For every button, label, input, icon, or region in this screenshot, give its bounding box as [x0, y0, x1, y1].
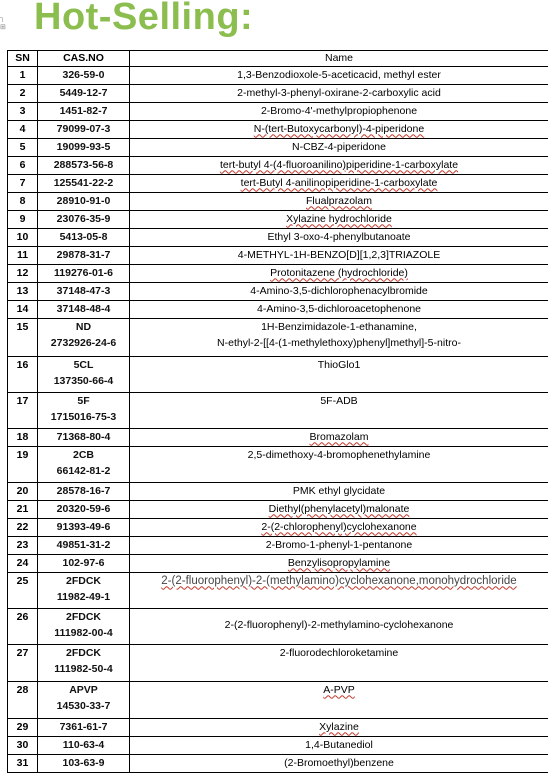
name-line: N-ethyl-2-[[4-(1-methylethoxy)phenyl]methyl]-5-nitro-: [132, 335, 546, 352]
cas-line: 37148-47-3: [40, 283, 127, 300]
table-row: [8, 428, 548, 446]
row-cas-no: [38, 736, 130, 754]
cas-line: APVP: [40, 682, 127, 699]
cas-line: 49851-31-2: [40, 537, 127, 554]
name-line: 4-Amino-3,5-dichlorophenacylbromide: [132, 283, 546, 300]
row-name: [130, 282, 548, 300]
table-row: [8, 518, 548, 536]
row-name: [130, 482, 548, 500]
row-name: [130, 446, 548, 482]
table-row: [8, 500, 548, 518]
row-sn: 18: [8, 428, 38, 446]
table-row: [8, 192, 548, 210]
row-name: [130, 192, 548, 210]
header-cas-no: CAS.NO: [38, 51, 130, 67]
cas-line: 102-97-6: [40, 555, 127, 572]
table-row: [8, 536, 548, 554]
table-row: [8, 156, 548, 174]
row-name: [130, 84, 548, 102]
row-cas-no: [38, 718, 130, 736]
row-sn: 21: [8, 500, 38, 518]
cas-line: 11982-49-1: [40, 589, 127, 606]
margin-mark-icon: ┐: [0, 14, 8, 23]
cas-line: 125541-22-2: [40, 175, 127, 192]
table-row: [8, 67, 548, 85]
header-sn: SN: [8, 51, 38, 67]
row-cas-no: [38, 120, 130, 138]
table-row: [8, 572, 548, 608]
row-cas-no: [38, 192, 130, 210]
name-line: 1H-Benzimidazole-1-ethanamine,: [132, 319, 546, 336]
cas-line: 2FDCK: [40, 645, 127, 662]
row-name: [130, 572, 548, 608]
row-name: [130, 246, 548, 264]
row-sn: 6: [8, 156, 38, 174]
row-cas-no: [38, 754, 130, 772]
row-cas-no: [38, 156, 130, 174]
cas-line: ND: [40, 319, 127, 336]
name-line: Flualprazolam: [132, 193, 546, 210]
cas-line: 2FDCK: [40, 609, 127, 626]
row-cas-no: [38, 228, 130, 246]
table-row: [8, 718, 548, 736]
cas-line: 5449-12-7: [40, 85, 127, 102]
row-cas-no: [38, 554, 130, 572]
table-row: [8, 736, 548, 754]
row-sn: 23: [8, 536, 38, 554]
row-cas-no: [38, 428, 130, 446]
row-name: [130, 138, 548, 156]
table-row: [8, 228, 548, 246]
row-sn: 20: [8, 482, 38, 500]
row-cas-no: [38, 608, 130, 644]
row-name: [130, 356, 548, 392]
cas-line: 66142-81-2: [40, 463, 127, 480]
row-cas-no: [38, 536, 130, 554]
cas-line: 111982-00-4: [40, 625, 127, 642]
name-line: 2-(2-fluorophenyl)-2-(methylamino)cyclohexanone,monohydrochloride: [132, 573, 546, 590]
cas-line: 103-63-9: [40, 755, 127, 772]
row-sn: 26: [8, 608, 38, 644]
row-sn: 27: [8, 644, 38, 681]
table-row: [8, 210, 548, 228]
row-sn: 30: [8, 736, 38, 754]
cas-line: 119276-01-6: [40, 265, 127, 282]
row-cas-no: [38, 84, 130, 102]
row-sn: 25: [8, 572, 38, 608]
table-row: [8, 318, 548, 356]
row-sn: 14: [8, 300, 38, 318]
margin-mark-icon: ⊞: [0, 23, 8, 32]
name-line: tert-butyl 4-(4-fluoroanilino)piperidine-1-carboxylate: [132, 157, 546, 174]
row-sn: 5: [8, 138, 38, 156]
table-body: [8, 67, 548, 773]
row-cas-no: [38, 300, 130, 318]
name-line: 2-Bromo-4'-methylpropiophenone: [132, 103, 546, 120]
row-cas-no: [38, 500, 130, 518]
cas-line: 288573-56-8: [40, 157, 127, 174]
name-line: Protonitazene (hydrochloride): [132, 265, 546, 282]
table-row: [8, 356, 548, 392]
name-line: N-(tert-Butoxycarbonyl)-4-piperidone: [132, 121, 546, 138]
row-sn: 29: [8, 718, 38, 736]
table-row: [8, 644, 548, 681]
name-line: 2-fluorodechloroketamine: [132, 645, 546, 662]
cas-line: 2732926-24-6: [40, 335, 127, 352]
cas-line: 7361-61-7: [40, 719, 127, 736]
cas-line: 5CL: [40, 357, 127, 374]
row-name: [130, 428, 548, 446]
table-row: [8, 138, 548, 156]
row-sn: 19: [8, 446, 38, 482]
row-sn: 4: [8, 120, 38, 138]
name-line: (2-Bromoethyl)benzene: [132, 755, 546, 772]
row-sn: 24: [8, 554, 38, 572]
row-cas-no: [38, 67, 130, 85]
row-sn: 3: [8, 102, 38, 120]
name-line: Xylazine hydrochloride: [132, 211, 546, 228]
row-name: [130, 102, 548, 120]
cas-line: 28910-91-0: [40, 193, 127, 210]
cas-line: 20320-59-6: [40, 501, 127, 518]
cas-line: 110-63-4: [40, 737, 127, 754]
name-line: A-PVP: [132, 682, 546, 699]
row-name: [130, 736, 548, 754]
name-line: Benzylisopropylamine: [132, 555, 546, 572]
row-cas-no: [38, 392, 130, 428]
cas-line: 1451-82-7: [40, 103, 127, 120]
cas-line: 19099-93-5: [40, 139, 127, 156]
cas-line: 111982-50-4: [40, 661, 127, 678]
row-cas-no: [38, 644, 130, 681]
cas-line: 29878-31-7: [40, 247, 127, 264]
cas-line: 137350-66-4: [40, 373, 127, 390]
name-line: 2-Bromo-1-phenyl-1-pentanone: [132, 537, 546, 554]
name-line: 2,5-dimethoxy-4-bromophenethylamine: [132, 447, 546, 464]
table-row: [8, 300, 548, 318]
table-row: [8, 608, 548, 644]
row-cas-no: [38, 174, 130, 192]
cas-line: 23076-35-9: [40, 211, 127, 228]
table-row: [8, 446, 548, 482]
cas-line: 37148-48-4: [40, 301, 127, 318]
row-name: [130, 120, 548, 138]
name-line: 2-(2-chlorophenyl)cyclohexanone: [132, 519, 546, 536]
row-sn: 16: [8, 356, 38, 392]
row-name: [130, 67, 548, 85]
name-line: tert-Butyl 4-anilinopiperidine-1-carboxylate: [132, 175, 546, 192]
row-sn: 22: [8, 518, 38, 536]
row-sn: 11: [8, 246, 38, 264]
row-cas-no: [38, 482, 130, 500]
hot-selling-table: [7, 50, 548, 773]
row-cas-no: [38, 518, 130, 536]
row-sn: 9: [8, 210, 38, 228]
cas-line: 5413-05-8: [40, 229, 127, 246]
row-name: [130, 718, 548, 736]
name-line: Bromazolam: [132, 429, 546, 446]
name-line: 4-METHYL-1H-BENZO[D][1,2,3]TRIAZOLE: [132, 247, 546, 264]
table-row: [8, 102, 548, 120]
row-name: [130, 228, 548, 246]
row-cas-no: [38, 446, 130, 482]
name-line: 2-methyl-3-phenyl-oxirane-2-carboxylic acid: [132, 85, 546, 102]
row-cas-no: [38, 681, 130, 718]
cas-line: 14530-33-7: [40, 698, 127, 715]
row-cas-no: [38, 264, 130, 282]
row-sn: 7: [8, 174, 38, 192]
row-sn: 15: [8, 318, 38, 356]
name-line: 1,3-Benzodioxole-5-aceticacid, methyl ester: [132, 67, 546, 84]
row-sn: 1: [8, 67, 38, 85]
cas-line: 5F: [40, 393, 127, 410]
row-cas-no: [38, 246, 130, 264]
table-row: [8, 754, 548, 772]
row-sn: 8: [8, 192, 38, 210]
row-cas-no: [38, 210, 130, 228]
row-name: [130, 210, 548, 228]
name-line: ThioGlo1: [132, 357, 546, 374]
row-name: [130, 500, 548, 518]
table-row: [8, 282, 548, 300]
row-cas-no: [38, 102, 130, 120]
row-name: [130, 754, 548, 772]
row-name: [130, 156, 548, 174]
row-name: [130, 392, 548, 428]
cas-line: 91393-49-6: [40, 519, 127, 536]
row-name: [130, 681, 548, 718]
row-sn: 2: [8, 84, 38, 102]
name-line: 4-Amino-3,5-dichloroacetophenone: [132, 301, 546, 318]
row-cas-no: [38, 318, 130, 356]
row-cas-no: [38, 138, 130, 156]
page-title: Hot-Selling:: [34, 0, 253, 39]
cas-line: 2CB: [40, 447, 127, 464]
name-line: 2-(2-fluorophenyl)-2-methylamino-cyclohexanone: [132, 609, 546, 634]
table-row: [8, 246, 548, 264]
row-name: [130, 300, 548, 318]
name-line: 1,4-Butanediol: [132, 737, 546, 754]
name-line: Diethyl(phenylacetyl)malonate: [132, 501, 546, 518]
table-row: [8, 120, 548, 138]
table-row: [8, 681, 548, 718]
row-sn: 13: [8, 282, 38, 300]
name-line: Ethyl 3-oxo-4-phenylbutanoate: [132, 229, 546, 246]
name-line: Xylazine: [132, 719, 546, 736]
row-cas-no: [38, 282, 130, 300]
row-sn: 28: [8, 681, 38, 718]
cas-line: 28578-16-7: [40, 483, 127, 500]
header-name: Name: [130, 51, 548, 67]
table-header-row: [8, 51, 548, 67]
row-sn: 12: [8, 264, 38, 282]
row-name: [130, 318, 548, 356]
table-row: [8, 482, 548, 500]
row-cas-no: [38, 356, 130, 392]
cas-line: 1715016-75-3: [40, 409, 127, 426]
row-name: [130, 536, 548, 554]
margin-marks: [0, 14, 8, 32]
row-sn: 10: [8, 228, 38, 246]
row-sn: 17: [8, 392, 38, 428]
cas-line: 71368-80-4: [40, 429, 127, 446]
row-name: [130, 174, 548, 192]
table-row: [8, 84, 548, 102]
cas-line: 79099-07-3: [40, 121, 127, 138]
table-row: [8, 392, 548, 428]
cas-line: 326-59-0: [40, 67, 127, 84]
cas-line: 2FDCK: [40, 573, 127, 590]
table-row: [8, 174, 548, 192]
table-row: [8, 264, 548, 282]
row-name: [130, 608, 548, 644]
row-sn: 31: [8, 754, 38, 772]
row-name: [130, 554, 548, 572]
row-name: [130, 518, 548, 536]
name-line: 5F-ADB: [132, 393, 546, 410]
row-cas-no: [38, 572, 130, 608]
name-line: PMK ethyl glycidate: [132, 483, 546, 500]
name-line: N-CBZ-4-piperidone: [132, 139, 546, 156]
table-row: [8, 554, 548, 572]
row-name: [130, 644, 548, 681]
row-name: [130, 264, 548, 282]
